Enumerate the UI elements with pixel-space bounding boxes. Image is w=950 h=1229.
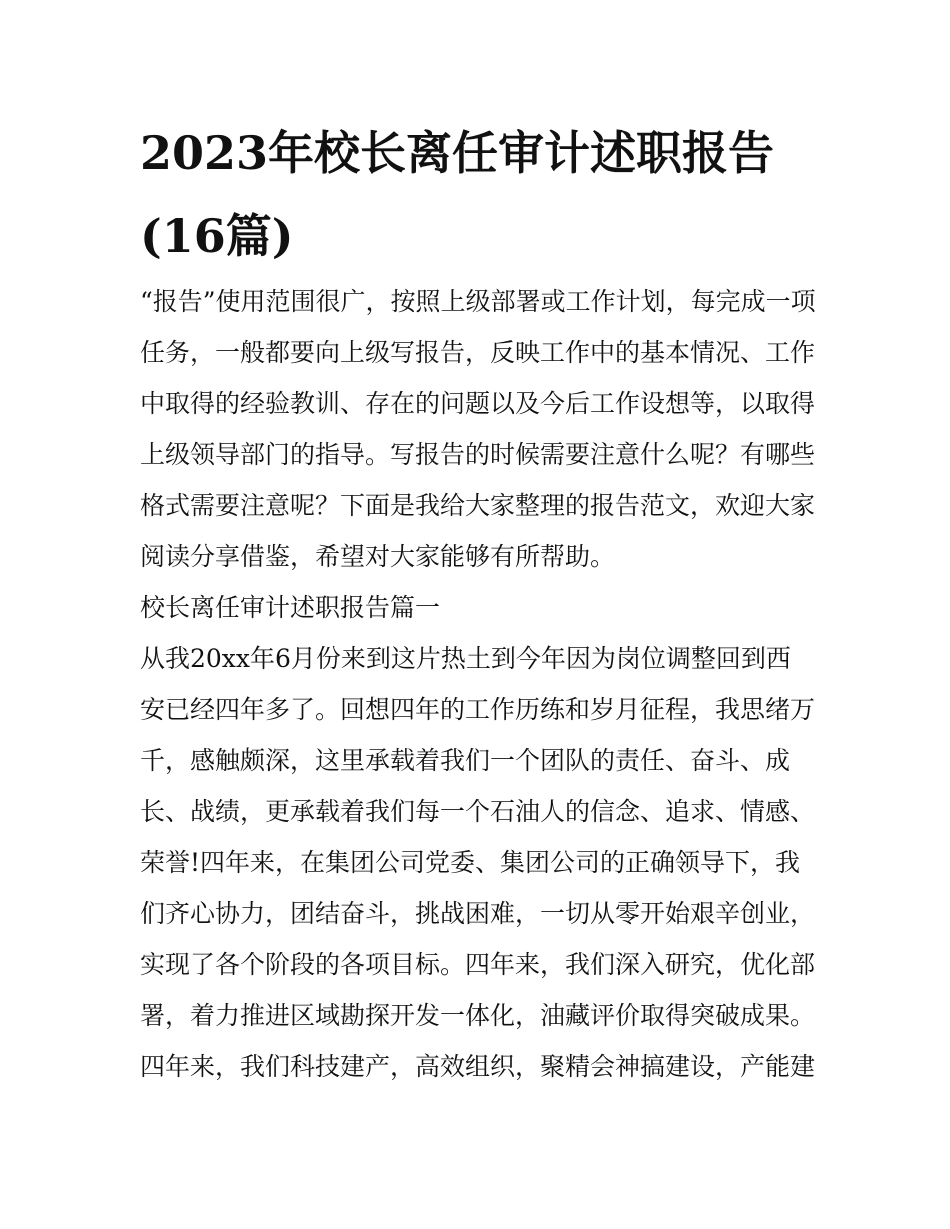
intro-line: “报告”使用范围很广，按照上级部署或工作计划，每完成一项	[140, 287, 816, 316]
section-heading: 校长离任审计述职报告篇一	[140, 593, 441, 622]
intro-line: 格式需要注意呢？下面是我给大家整理的报告范文，欢迎大家	[140, 491, 816, 520]
document-body	[140, 276, 820, 1092]
intro-line: 中取得的经验教训、存在的问题以及今后工作设想等，以取得	[140, 389, 816, 418]
body-line: 四年来，我们科技建产，高效组织，聚精会神搞建设，产能建	[140, 1052, 816, 1081]
body-line: 实现了各个阶段的各项目标。四年来，我们深入研究，优化部	[140, 950, 816, 979]
title-line-1: 2023年校长离任审计述职报告	[140, 126, 775, 180]
body-line: 安已经四年多了。回想四年的工作历练和岁月征程，我思绪万	[140, 695, 816, 724]
title-line-2: (16篇)	[140, 209, 294, 263]
body-line: 们齐心协力，团结奋斗，挑战困难，一切从零开始艰辛创业，	[140, 899, 816, 928]
body-line: 从我20xx年6月份来到这片热土到今年因为岗位调整回到西	[140, 644, 791, 673]
body-line: 荣誉!四年来，在集团公司党委、集团公司的正确领导下，我	[140, 848, 801, 877]
intro-line: 任务，一般都要向上级写报告，反映工作中的基本情况、工作	[140, 338, 816, 367]
body-line: 长、战绩，更承载着我们每一个石油人的信念、追求、情感、	[140, 797, 816, 826]
document-title	[140, 112, 820, 278]
intro-line: 上级领导部门的指导。写报告的时候需要注意什么呢？有哪些	[140, 440, 816, 469]
body-line: 署，着力推进区域勘探开发一体化，油藏评价取得突破成果。	[140, 1001, 816, 1030]
body-line: 千，感触颇深，这里承载着我们一个团队的责任、奋斗、成	[140, 746, 791, 775]
intro-line: 阅读分享借鉴，希望对大家能够有所帮助。	[140, 542, 616, 571]
